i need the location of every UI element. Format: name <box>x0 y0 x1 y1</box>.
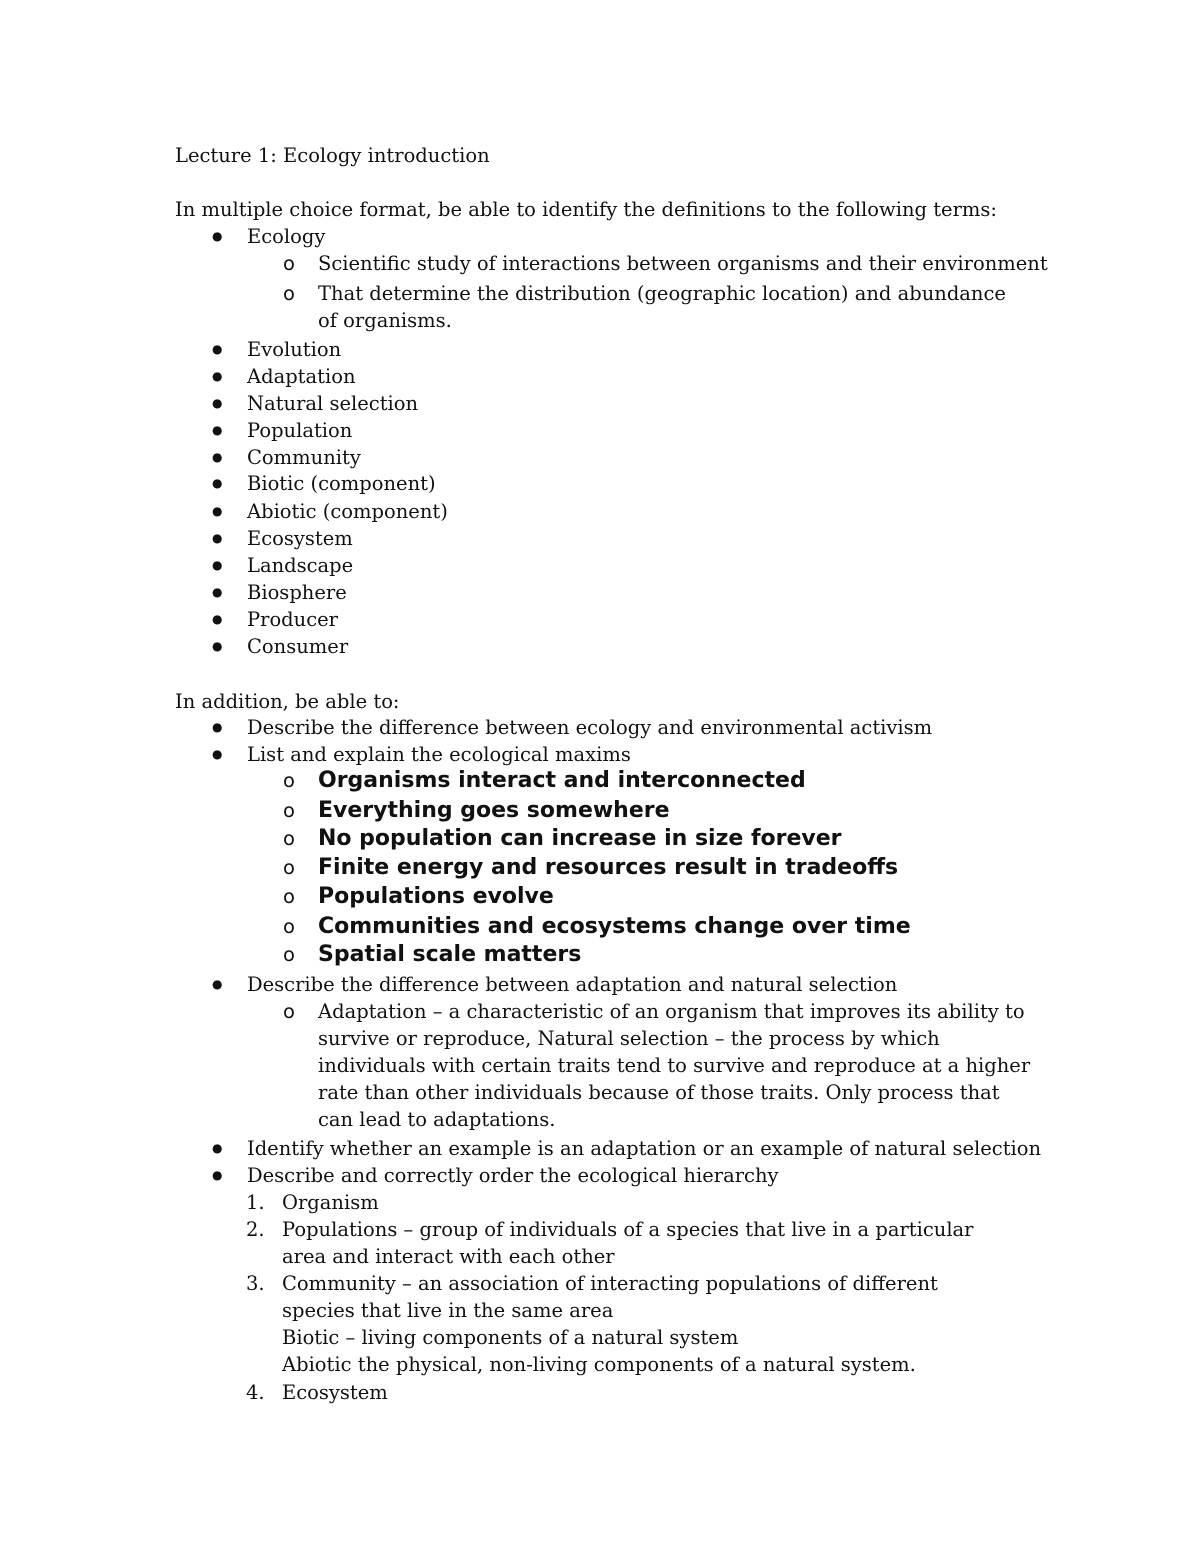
maxim: o Finite energy and resources result in tradeoffs <box>318 853 898 882</box>
hierarchy-level <box>246 1379 1022 1406</box>
term-item: ● Abiotic (component) <box>247 498 448 525</box>
maxim: o Organisms interact and interconnected <box>318 766 806 795</box>
term-item: ● Biosphere <box>247 579 347 606</box>
activism-item: ● Describe the difference between ecology and environmental activism <box>247 714 932 741</box>
biotic-definition: Biotic – living components of a natural system <box>282 1326 739 1349</box>
hierarchy-number: 3. <box>246 1272 265 1295</box>
hierarchy-text: Community – an association of interacting populations of different species that live in the same area <box>282 1272 938 1322</box>
hierarchy-level <box>246 1189 1022 1216</box>
hierarchy-level <box>246 1216 1002 1270</box>
term-item: ● Consumer <box>247 633 348 660</box>
term-item: ● Evolution <box>247 336 341 363</box>
maxim: o No population can increase in size forever <box>318 824 842 853</box>
hierarchy-number: 1. <box>246 1191 265 1214</box>
lecture-title: Lecture 1: Ecology introduction <box>175 144 490 167</box>
term-item: ● Population <box>247 417 352 444</box>
hierarchy-text: Populations – group of individuals of a species that live in a particular area and interact with each other <box>282 1218 974 1268</box>
maxims-item: ● List and explain the ecological maxims <box>247 741 631 768</box>
term-item: ● Community <box>247 444 361 471</box>
intro-paragraph: In multiple choice format, be able to identify the definitions to the following terms: <box>175 198 997 221</box>
term-item: ● Ecosystem <box>247 525 353 552</box>
adaptation-item: ● Describe the difference between adaptation and natural selection <box>247 971 897 998</box>
maxim: o Communities and ecosystems change over time <box>318 912 911 941</box>
hierarchy-number: 4. <box>246 1381 265 1404</box>
hierarchy-text: Ecosystem <box>282 1381 388 1404</box>
abiotic-definition: Abiotic the physical, non-living components of a natural system. <box>282 1353 916 1376</box>
term-item: ● Adaptation <box>247 363 356 390</box>
addition-heading: In addition, be able to: <box>175 690 400 713</box>
maxim: o Everything goes somewhere <box>318 796 670 825</box>
term-item: ● Natural selection <box>247 390 418 417</box>
identify-item: ● Identify whether an example is an adaptation or an example of natural selection <box>247 1135 1041 1162</box>
hierarchy-item: ● Describe and correctly order the ecological hierarchy <box>247 1162 779 1189</box>
maxim: o Populations evolve <box>318 882 554 911</box>
hierarchy-text: Organism <box>282 1191 379 1214</box>
term-item: ● Biotic (component) <box>247 470 436 497</box>
term-item: ● Producer <box>247 606 338 633</box>
adaptation-definition: o Adaptation – a characteristic of an organism that improves its ability to survive or reproduce, Natural selection – the process by which individuals with certain traits tend to survive and reproduce at a higher rate than other individuals because of those traits. Only process that can lead to adaptations. <box>318 998 1038 1133</box>
ecology-definition: o That determine the distribution (geographic location) and abundance of organisms. <box>318 280 1008 334</box>
hierarchy-level <box>246 1270 997 1324</box>
hierarchy-number: 2. <box>246 1218 265 1241</box>
maxim: o Spatial scale matters <box>318 940 581 969</box>
ecology-definition: o Scientific study of interactions between organisms and their environment <box>318 250 1038 277</box>
term-ecology: ● Ecology <box>247 223 325 250</box>
term-item: ● Landscape <box>247 552 353 579</box>
